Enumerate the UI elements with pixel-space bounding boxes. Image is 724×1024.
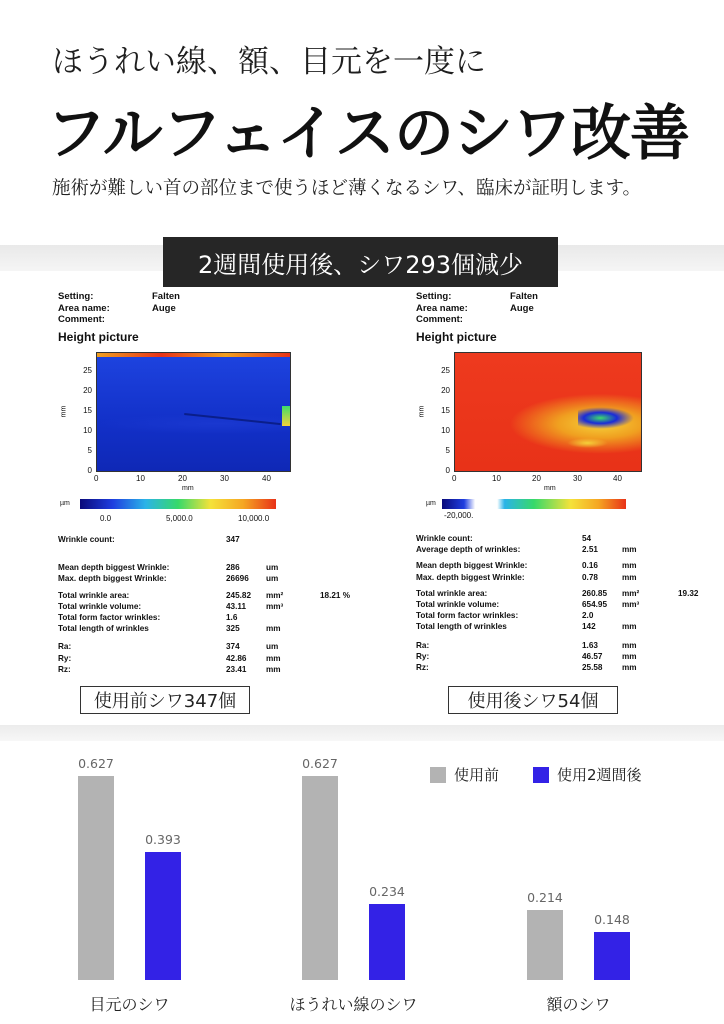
before-stats <box>58 534 358 675</box>
stat-value: 374 <box>226 642 240 652</box>
stat-label: Total wrinkle volume: <box>58 601 142 611</box>
x-tick: 40 <box>262 474 271 483</box>
x-tick: 20 <box>178 474 187 483</box>
meta-key: Setting: <box>58 291 94 302</box>
bar-value-label: 0.393 <box>145 832 181 847</box>
x-tick: 10 <box>492 474 501 483</box>
stat-label: Total wrinkle area: <box>416 588 488 598</box>
legend-label-after: 使用2週間後 <box>557 766 642 784</box>
stat-value: 260.85 <box>582 588 608 598</box>
stat-unit: mm³ <box>266 601 284 611</box>
x-tick: 20 <box>532 474 541 483</box>
before-meta <box>58 291 358 326</box>
stat-unit: mm <box>266 624 281 634</box>
x-tick: 0 <box>452 474 457 483</box>
stat-label: Ra: <box>58 642 72 652</box>
bar-before <box>78 776 114 980</box>
after-height-map <box>454 352 642 472</box>
stat-label: Total form factor wrinkles: <box>58 612 161 622</box>
stat-value: 26696 <box>226 574 249 584</box>
stat-value: 46.57 <box>582 651 603 661</box>
scale-tick: -20,000. <box>444 511 474 520</box>
bar-value-label: 0.627 <box>302 756 338 771</box>
y-unit: mm <box>418 405 426 418</box>
bar-after <box>369 904 405 980</box>
stat-value: 286 <box>226 563 240 573</box>
after-report <box>416 291 716 691</box>
stat-unit: mm <box>266 664 281 674</box>
stat-label: Max. depth biggest Wrinkle: <box>416 572 525 582</box>
y-tick: 10 <box>83 426 92 435</box>
y-tick: 0 <box>445 466 450 475</box>
stat-value: 23.41 <box>226 664 247 674</box>
legend-label-before: 使用前 <box>454 766 500 784</box>
x-unit: mm <box>182 485 194 492</box>
stat-label: Wrinkle count: <box>58 535 115 544</box>
y-tick: 5 <box>445 446 450 455</box>
y-tick: 20 <box>83 386 92 395</box>
stat-label: Max. depth biggest Wrinkle: <box>58 574 167 584</box>
scale-tick: 10,000.0 <box>238 514 270 523</box>
stat-label: Ra: <box>416 640 430 650</box>
y-tick: 25 <box>83 366 92 375</box>
stat-value: 347 <box>226 535 240 544</box>
stat-label: Ry: <box>58 653 72 663</box>
meta-key: Area name: <box>416 302 468 314</box>
stat-label: Rz: <box>58 664 71 674</box>
stat-value: 2.0 <box>582 611 594 621</box>
stat-unit: mm² <box>622 588 640 598</box>
stat-value: 1.63 <box>582 640 598 650</box>
stat-label: Mean depth biggest Wrinkle: <box>416 561 528 571</box>
stat-label: Total wrinkle area: <box>58 590 130 600</box>
stat-extra: 18.21 % <box>320 590 351 600</box>
meta-key: Comment: <box>58 314 105 325</box>
stat-label: Wrinkle count: <box>416 534 473 543</box>
stat-label: Average depth of wrinkles: <box>416 545 521 555</box>
description: 施術が難しい首の部位まで使うほど薄くなるシワ、臨床が証明します。 <box>52 178 642 199</box>
stat-value: 43.11 <box>226 601 247 611</box>
before-heading: Height picture <box>58 329 139 344</box>
y-tick: 10 <box>441 426 450 435</box>
bar-before <box>302 776 338 980</box>
meta-key: Area name: <box>58 302 110 314</box>
stat-value: 54 <box>582 534 592 543</box>
stat-label: Total length of wrinkles <box>416 622 507 632</box>
stat-value: 25.58 <box>582 662 603 672</box>
y-tick: 15 <box>83 406 92 415</box>
stat-label: Ry: <box>416 651 430 661</box>
after-meta <box>416 291 716 326</box>
bar-value-label: 0.148 <box>594 912 630 927</box>
stat-label: Total form factor wrinkles: <box>416 611 519 621</box>
stat-label: Total length of wrinkles <box>58 624 149 634</box>
after-color-scale <box>442 499 626 509</box>
before-color-scale <box>80 499 276 509</box>
after-stats <box>416 533 724 673</box>
stat-unit: mm <box>622 640 637 650</box>
category-label: ほうれい線のシワ <box>289 995 418 1014</box>
bar-chart <box>0 740 724 1024</box>
bar-value-label: 0.214 <box>527 890 563 905</box>
x-tick: 10 <box>136 474 145 483</box>
x-tick: 40 <box>613 474 622 483</box>
bar-before <box>527 910 563 980</box>
stat-unit: um <box>266 642 279 652</box>
stat-unit: mm <box>622 662 637 672</box>
stat-unit: mm³ <box>622 599 640 609</box>
stat-value: 42.86 <box>226 653 247 663</box>
y-tick: 5 <box>87 446 92 455</box>
result-banner: 2週間使用後、シワ293個減少 <box>163 237 558 287</box>
stat-value: 0.78 <box>582 572 598 582</box>
stat-value: 0.16 <box>582 561 598 571</box>
y-tick: 0 <box>87 466 92 475</box>
x-tick: 0 <box>94 474 99 483</box>
stat-value: 142 <box>582 622 596 632</box>
page-title: フルフェイスのシワ改善 <box>46 99 689 169</box>
stat-unit: mm <box>622 651 637 661</box>
scale-tick: 5,000.0 <box>166 514 193 523</box>
stat-unit: mm <box>622 622 637 632</box>
stat-extra: 19.32 <box>678 588 699 598</box>
subtitle: ほうれい線、額、目元を一度に <box>52 44 486 80</box>
stat-value: 325 <box>226 624 240 634</box>
meta-key: Comment: <box>416 314 463 325</box>
stat-label: Total wrinkle volume: <box>416 599 500 609</box>
chart-band <box>0 725 724 741</box>
stat-unit: um <box>266 563 279 573</box>
x-unit: mm <box>544 485 556 492</box>
scale-unit: µm <box>60 500 70 507</box>
before-report <box>58 291 358 691</box>
stat-unit: um <box>266 574 279 584</box>
category-label: 目元のシワ <box>89 995 170 1014</box>
bar-value-label: 0.627 <box>78 756 114 771</box>
y-unit: mm <box>60 405 68 418</box>
stat-unit: mm² <box>266 590 284 600</box>
after-tag: 使用後シワ54個 <box>448 686 618 714</box>
after-heading: Height picture <box>416 329 497 344</box>
y-tick: 25 <box>441 366 450 375</box>
x-tick: 30 <box>573 474 582 483</box>
stat-value: 654.95 <box>582 599 608 609</box>
before-height-map <box>96 352 291 472</box>
stat-value: 245.82 <box>226 590 252 600</box>
y-tick: 20 <box>441 386 450 395</box>
x-tick: 30 <box>220 474 229 483</box>
stat-label: Rz: <box>416 662 429 672</box>
stat-unit: mm <box>622 545 637 555</box>
stat-unit: mm <box>622 572 637 582</box>
meta-value: Falten <box>152 291 180 302</box>
bar-after <box>594 932 630 980</box>
stat-value: 2.51 <box>582 545 598 555</box>
y-tick: 15 <box>441 406 450 415</box>
bar-value-label: 0.234 <box>369 884 405 899</box>
meta-value: Falten <box>510 291 538 302</box>
stat-value: 1.6 <box>226 612 238 622</box>
category-label: 額のシワ <box>546 995 611 1014</box>
scale-tick: 0.0 <box>100 514 112 523</box>
stat-label: Mean depth biggest Wrinkle: <box>58 563 170 573</box>
scale-unit: µm <box>426 500 436 507</box>
bar-after <box>145 852 181 980</box>
stat-unit: mm <box>622 561 637 571</box>
before-tag: 使用前シワ347個 <box>80 686 250 714</box>
meta-key: Setting: <box>416 291 452 302</box>
meta-value: Auge <box>152 302 176 314</box>
meta-value: Auge <box>510 302 534 314</box>
stat-unit: mm <box>266 653 281 663</box>
